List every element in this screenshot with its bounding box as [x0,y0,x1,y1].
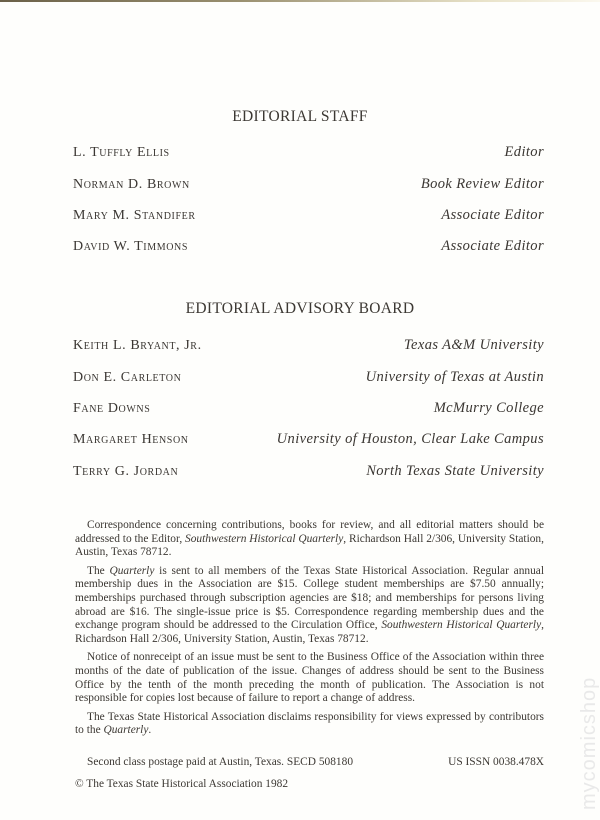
board-affiliation: McMurry College [433,400,544,416]
staff-name: L. Tuffly Ellis [73,145,170,160]
staff-name: Norman D. Brown [73,177,190,192]
staff-row [73,176,544,196]
board-affiliation: Texas A&M University [403,337,544,353]
board-affiliation: North Texas State University [366,463,544,479]
postage-line [87,756,544,768]
board-name: Margaret Henson [73,432,189,447]
disclaimer-paragraph [75,711,544,738]
copyright-notice: © The Texas State Historical Association 1982 [75,778,289,790]
staff-row [73,207,544,227]
watermark: mycomicshop [578,676,600,810]
text: , Richardson Hall 2/306, University Station, Austin, Texas 78712. [75,532,544,559]
journal-title: Southwestern Historical Quarterly [185,532,344,545]
page-top-edge [0,0,600,2]
board-affiliation: University of Houston, Clear Lake Campus [276,431,544,447]
staff-name: Mary M. Standifer [73,208,196,223]
board-name: Terry G. Jordan [73,464,179,479]
text: . [148,724,152,737]
board-row [73,463,544,483]
board-row [73,400,544,420]
nonreceipt-paragraph: Notice of nonreceipt of an issue must be sent to the Business Office of the Association within three months of the date of publication of the issue. Changes of address should be sent to the Business Office by the tenth of the month preceding the month of publication. The Association is not responsible for copies lost because of failure to report a change of address. [75,651,544,705]
advisory-board-heading: EDITORIAL ADVISORY BOARD [185,300,415,317]
board-row [73,431,544,451]
text: The Texas State Historical Association disclaims responsibility for views expressed by contributors to the [75,710,544,737]
postage-text: Second class postage paid at Austin, Texas. SECD 508180 [87,756,354,768]
journal-short-title: Quarterly [109,564,155,577]
staff-role: Associate Editor [441,238,544,254]
board-row [73,369,544,389]
staff-role: Associate Editor [441,207,544,223]
board-row [73,337,544,357]
journal-title: Southwestern Historical Quarterly [381,619,542,632]
membership-paragraph [75,565,544,647]
text: , Richardson Hall 2/306, University Station, Austin, Texas 78712. [75,619,545,645]
staff-row [73,238,544,258]
board-affiliation: University of Texas at Austin [365,369,544,385]
text: is sent to all members of the Texas State Historical Association. Regular annual membership dues in the Association are $15. College student memberships are $7.50 annually; memberships purchased through subscription agencies are $18; and memberships for persons living abroad are $16. The single-issue price is $5. Correspondence regarding membership dues and the exchange program should be addressed to the Circulation Office, [75,564,544,632]
staff-role: Editor [504,144,544,160]
editorial-staff-heading: EDITORIAL STAFF [232,108,368,125]
staff-row [73,144,544,164]
journal-short-title: Quarterly [103,724,149,737]
staff-role: Book Review Editor [420,176,544,192]
board-name: Don E. Carleton [73,370,182,385]
issn: US ISSN 0038.478X [448,756,544,768]
correspondence-paragraph [75,519,544,560]
staff-name: David W. Timmons [73,239,189,254]
text: Correspondence concerning contributions, books for review, and all editorial matters should be addressed to the Editor, [75,519,544,545]
board-name: Keith L. Bryant, Jr. [73,338,202,353]
notes-section [75,519,544,743]
board-name: Fane Downs [73,401,151,416]
text: The [87,564,110,577]
